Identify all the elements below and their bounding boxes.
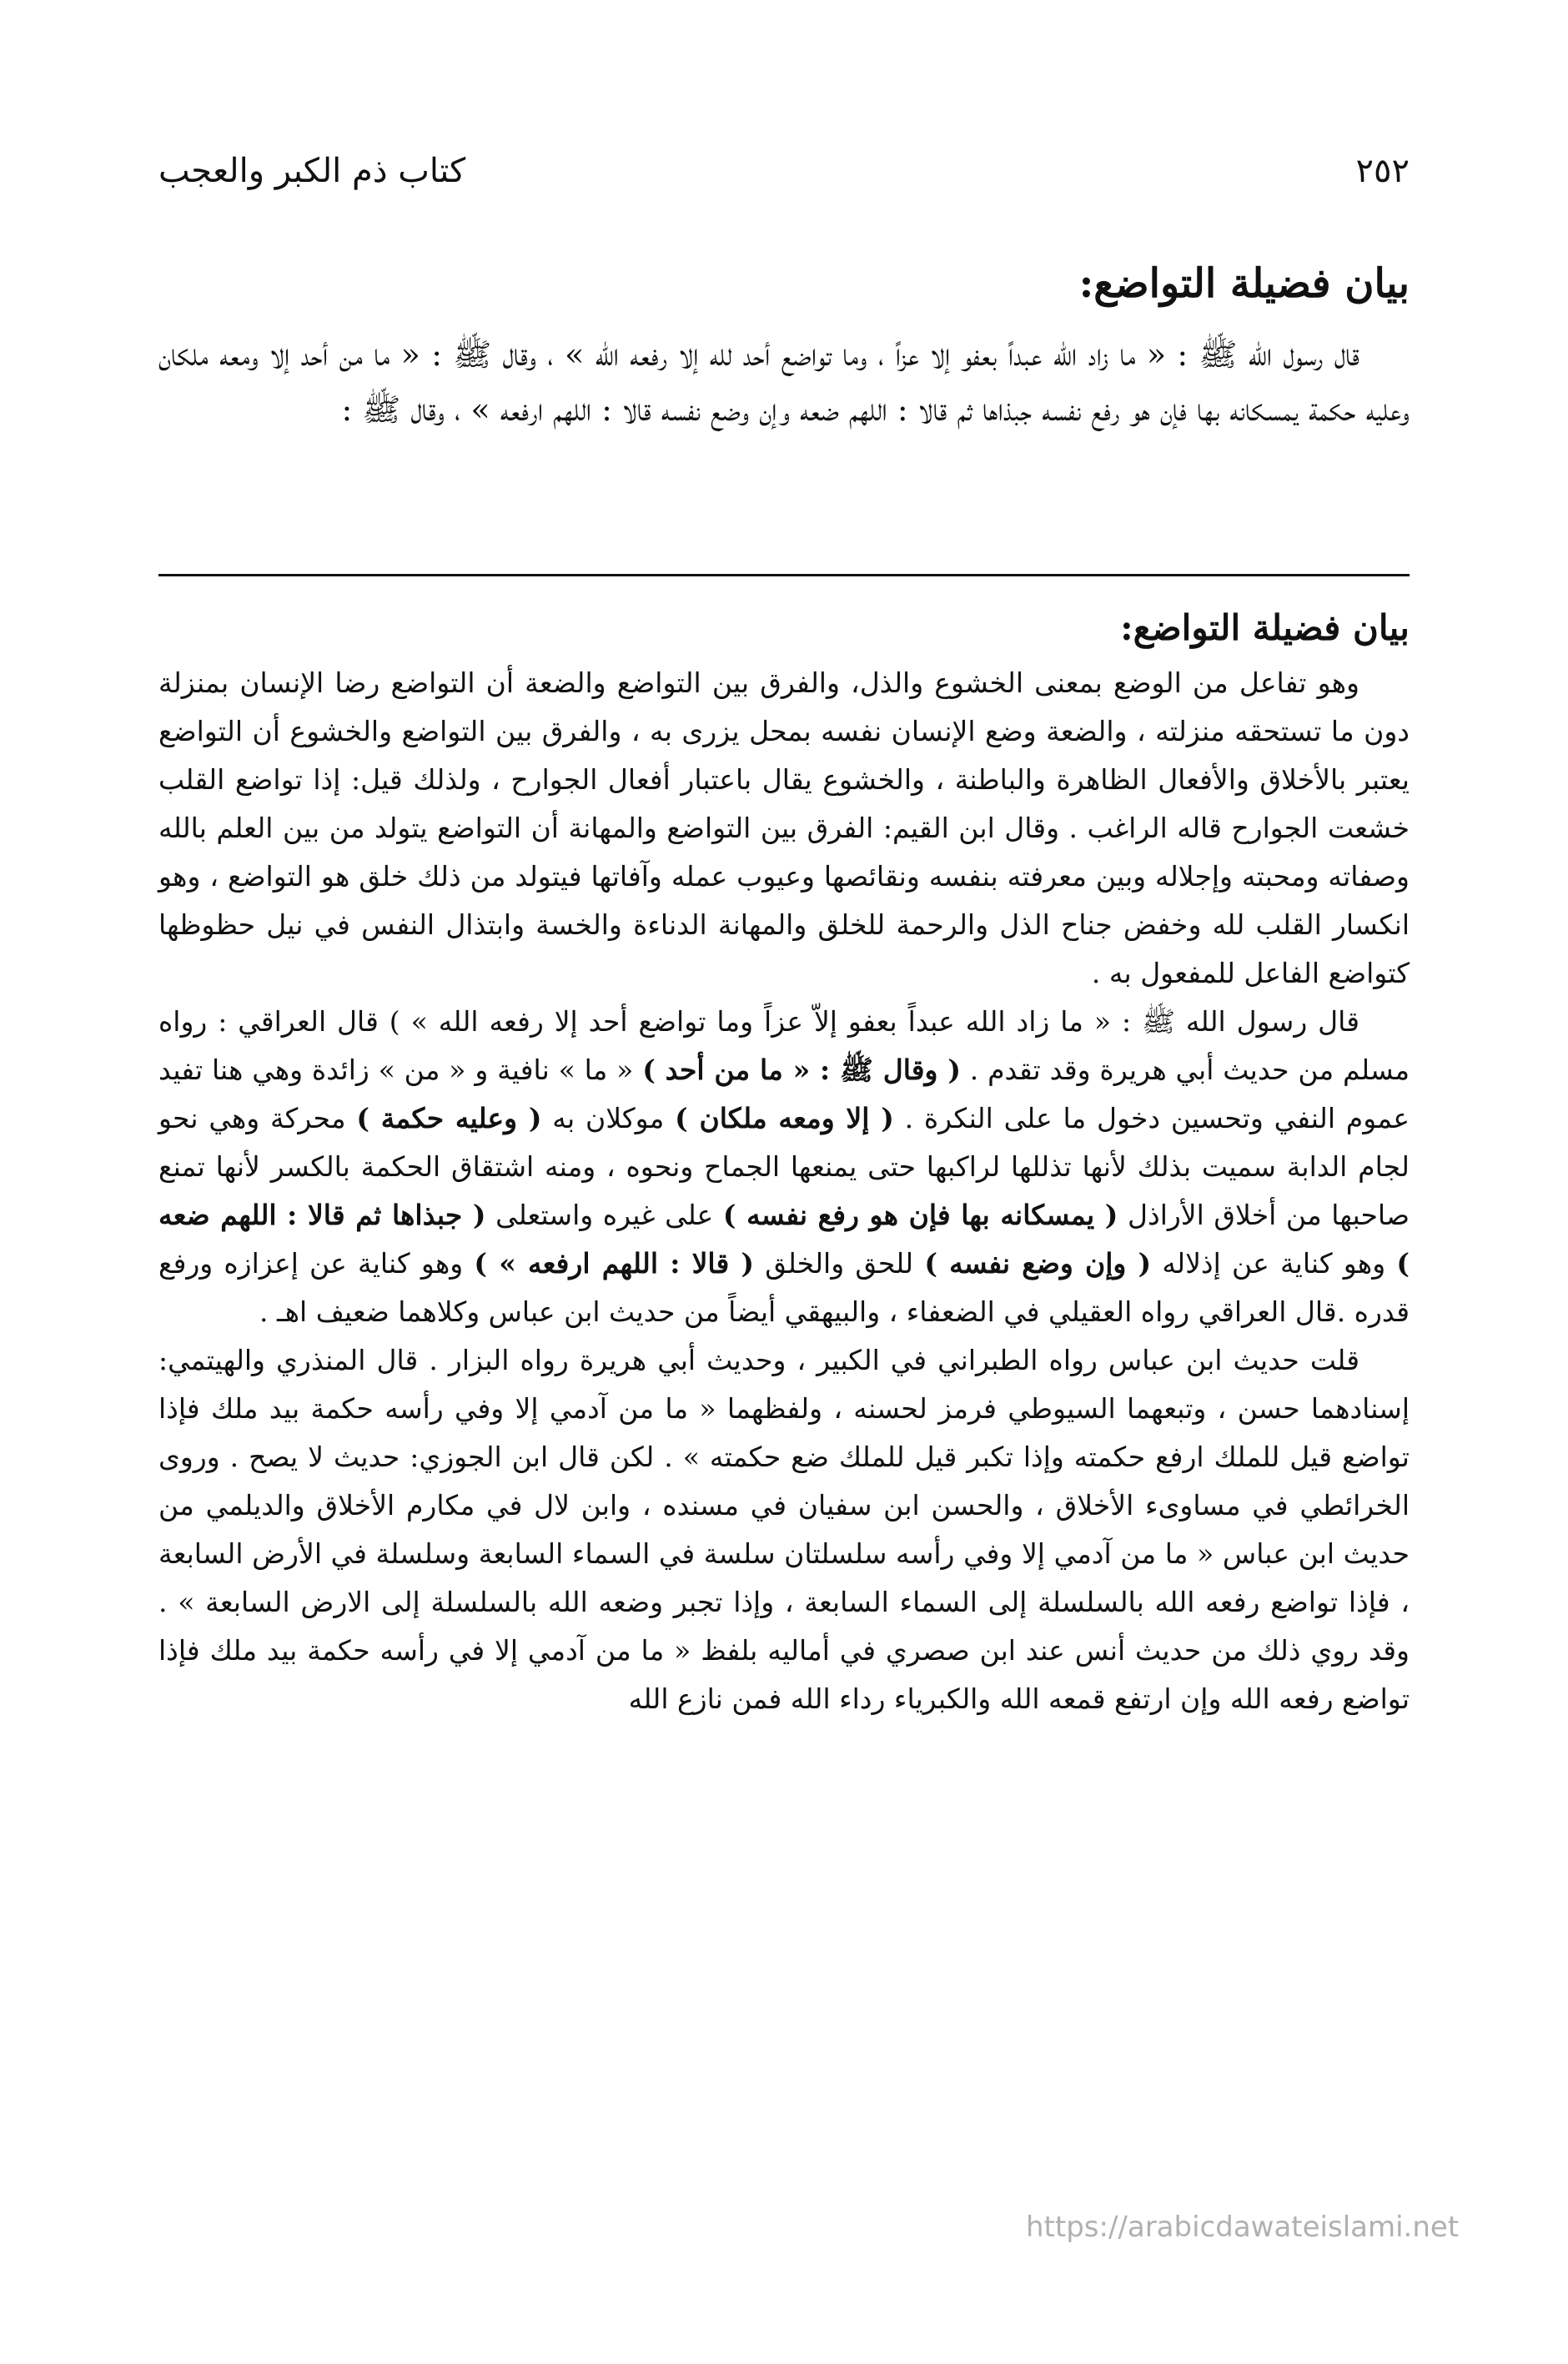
- hadith-quote: ( وإن وضع نفسه ): [924, 1247, 1152, 1280]
- commentary-text: على غيره واستعلى: [495, 1199, 714, 1232]
- hadith-quote: ( وقال ﷺ : « ما من أحد ): [642, 1054, 961, 1087]
- main-paragraph: قال رسول الله ﷺ : « ما زاد الله عبداً بعفو إلا عزاً ، وما تواضع أحد لله إلا رفعه الله » ، وقال ﷺ : « ما من أحد إلا ومعه ملكان وعليه حكمة يمسكانه بها فإن هو رفع نفسه جبذاها ثم قالا : اللهم ضعه وإن وضع نفسه قالا : اللهم ارفعه » ، وقال ﷺ :: [158, 335, 1410, 428]
- commentary-section: [158, 607, 1410, 1723]
- commentary-text: موكلان به: [552, 1102, 665, 1135]
- commentary-paragraph-1: وهو تفاعل من الوضع بمعنى الخشوع والذل، والفرق بين التواضع والضعة أن التواضع رضا الإنسان بمنزلة دون ما تستحقه منزلته ، والضعة وضع الإنسان نفسه بمحل يزرى به ، والفرق بين التواضع والخشوع أن التواضع يعتبر بالأخلاق والأفعال الظاهرة والباطنة ، والخشوع يقال باعتبار أفعال الجوارح ، ولذلك قيل: إذا تواضع القلب خشعت الجوارح قاله الراغب . وقال ابن القيم: الفرق بين التواضع والمهانة أن التواضع يتولد من بين العلم بالله وصفاته ومحبته وإجلاله وبين معرفته بنفسه ونقائصها وعيوب عمله وآفاتها فيتولد من ذلك خلق هو التواضع ، وهو انكسار القلب لله وخفض جناح الذل والرحمة للخلق والمهانة الدناءة والخسة وابتذال النفس في نيل حظوظها كتواضع الفاعل للمفعول به .: [158, 666, 1410, 990]
- running-title: كتاب ذم الكبر والعجب: [158, 152, 466, 190]
- section-heading: بيان فضيلة التواضع:: [1078, 260, 1410, 307]
- commentary-text: للحق والخلق: [765, 1247, 914, 1280]
- commentary-text: « ما » نافية و « من » زائدة وهي هنا تفيد عموم النفي وتحسين دخول ما على النكرة .: [158, 1054, 1410, 1135]
- hadith-quote: ( يمسكانه بها فإن هو رفع نفسه ): [722, 1199, 1118, 1232]
- commentary-text: وهو كناية عن إذلاله: [1162, 1247, 1386, 1280]
- commentary-text: محركة وهي نحو لجام الدابة سميت بذلك لأنها تذللها لراكبها حتى يمنعها الجماح ونحوه ، ومنه اشتقاق الحكمة بالكسر لأنها تمنع صاحبها من أخلاق الأراذل: [158, 1102, 1410, 1232]
- page-header: [158, 146, 1410, 196]
- page-number: ٢٥٢: [1355, 152, 1410, 190]
- commentary-heading: بيان فضيلة التواضع:: [1120, 607, 1410, 648]
- hadith-quote: ( جبذاها ثم قالا : اللهم ضعه ): [158, 1199, 1410, 1280]
- section-divider: [158, 574, 1410, 576]
- hadith-quote: ( إلا ومعه ملكان ): [675, 1102, 894, 1135]
- commentary-text: وهو كناية عن إعزازه ورفع قدره .قال العراقي رواه العقيلي في الضعفاء ، والبيهقي أيضاً من حديث ابن عباس وكلاهما ضعيف اهـ .: [158, 1247, 1410, 1329]
- hadith-quote: ( وعليه حكمة ): [356, 1102, 542, 1135]
- commentary-paragraph-3: قلت حديث ابن عباس رواه الطبراني في الكبير ، وحديث أبي هريرة رواه البزار . قال المنذري والهيتمي: إسنادهما حسن ، وتبعهما السيوطي فرمز لحسنه ، ولفظهما « ما من آدمي إلا وفي رأسه حكمة بيد ملك فإذا تواضع قيل للملك ارفع حكمته وإذا تكبر قيل للملك ضع حكمته » . لكن قال ابن الجوزي: حديث لا يصح . وروى الخرائطي في مساوىء الأخلاق ، والحسن ابن سفيان في مسنده ، وابن لال في مكارم الأخلاق والديلمي من حديث ابن عباس « ما من آدمي إلا وفي رأسه سلسلتان سلسة في السماء السابعة وسلسلة في الأرض السابعة ، فإذا تواضع رفعه الله بالسلسلة إلى السماء السابعة ، وإذا تجبر وضعه الله بالسلسلة إلى الارض السابعة » . وقد روي ذلك من حديث أنس عند ابن صصري في أماليه بلفظ « ما من آدمي إلا في رأسه حكمة بيد ملك فإذا تواضع رفعه الله وإن ارتفع قمعه الله والكبرياء رداء الله فمن نازع الله: [158, 1344, 1410, 1716]
- commentary-paragraph-2: [158, 998, 1410, 1336]
- watermark-url: https://arabicdawateislami.net: [1026, 2211, 1460, 2244]
- commentary-text: قال رسول الله ﷺ : « ما زاد الله عبداً بعفو إلاّ عزاً وما تواضع أحد إلا رفعه الله » ) قال العراقي : رواه مسلم من حديث أبي هريرة وقد تقدم .: [158, 1005, 1410, 1087]
- main-text-section: [158, 260, 1410, 437]
- hadith-quote: ( قالا : اللهم ارفعه » ): [474, 1247, 755, 1280]
